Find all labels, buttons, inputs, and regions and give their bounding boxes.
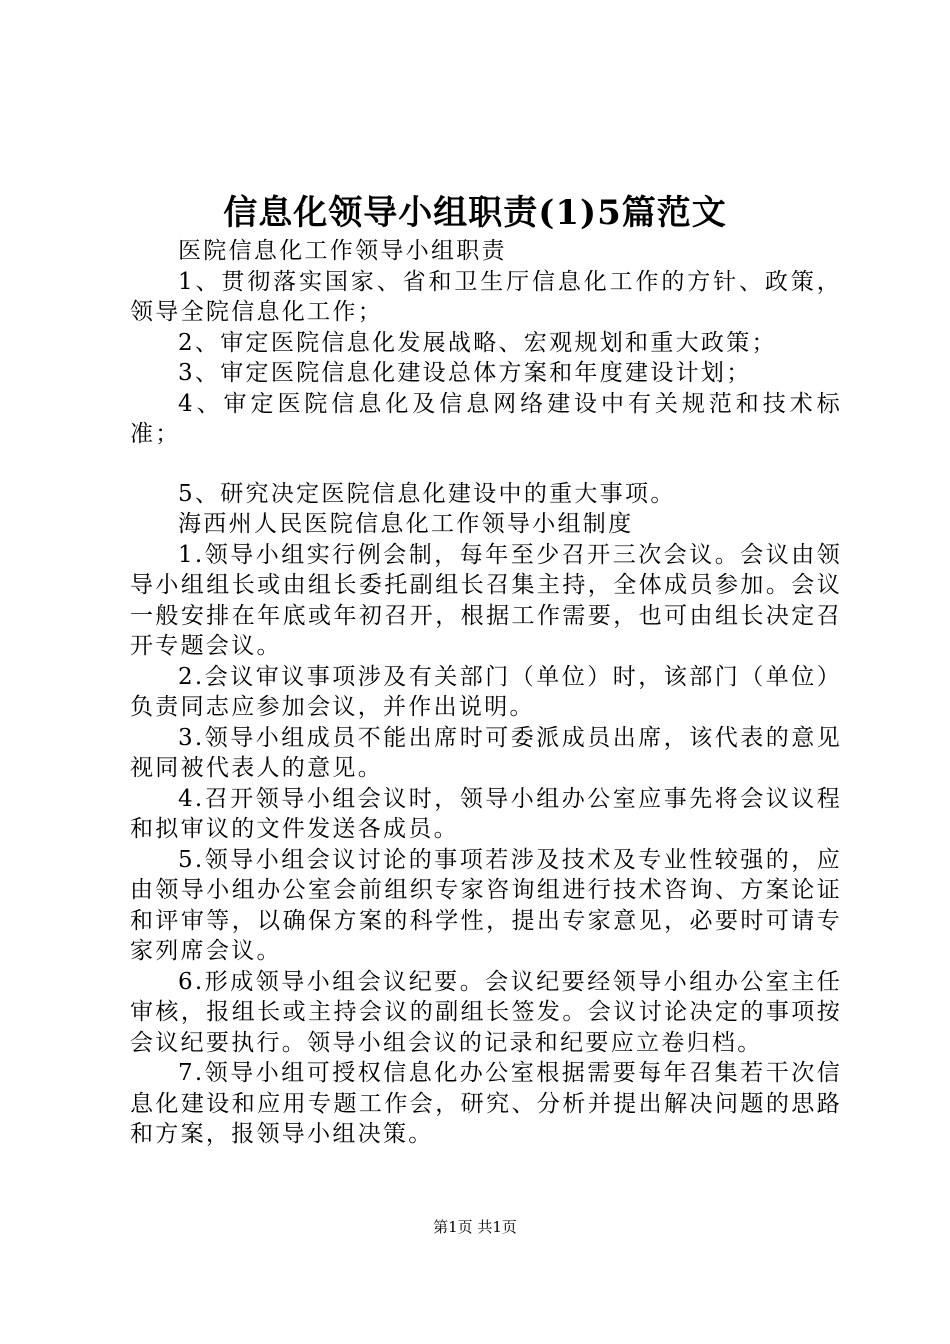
rule-item-3: 3.领导小组成员不能出席时可委派成员出席，该代表的意见视同被代表人的意见。 (130, 724, 842, 781)
duty-item-4: 4、审定医院信息化及信息网络建设中有关规范和技术标准； (130, 390, 842, 447)
duty-item-2: 2、审定医院信息化发展战略、宏观规划和重大政策； (178, 329, 777, 356)
rule-item-5: 5.领导小组会议讨论的事项若涉及技术及专业性较强的，应由领导小组办公室会前组织专家咨询组进行技术咨询、方案论证和评审等，以确保方案的科学性，提出专家意见，必要时可请专家列席会议。 (130, 846, 842, 964)
rule-item-7: 7.领导小组可授权信息化办公室根据需要每年召集若干次信息化建设和应用专题工作会，研究、分析并提出解决问题的思路和方案，报领导小组决策。 (130, 1060, 842, 1147)
rule-item-6: 6.形成领导小组会议纪要。会议纪要经领导小组办公室主任审核，报组长或主持会议的副组长签发。会议讨论决定的事项按会议纪要执行。领导小组会议的记录和纪要应立卷归档。 (130, 968, 842, 1056)
section-heading-rules: 海西州人民医院信息化工作领导小组制度 (178, 511, 634, 537)
duty-item-1: 1、贯彻落实国家、省和卫生厅信息化工作的方针、政策，领导全院信息化工作； (130, 268, 842, 325)
rule-item-4: 4.召开领导小组会议时，领导小组办公室应事先将会议议程和拟审议的文件发送各成员。 (130, 785, 842, 842)
rule-item-2: 2.会议审议事项涉及有关部门（单位）时，该部门（单位）负责同志应参加会议，并作出说明。 (130, 663, 842, 720)
duty-item-5: 5、研究决定医院信息化建设中的重大事项。 (178, 480, 676, 507)
document-body (130, 236, 842, 1150)
section-heading-duties: 医院信息化工作领导小组职责 (178, 238, 507, 264)
duty-item-3: 3、审定医院信息化建设总体方案和年度建设计划； (178, 360, 752, 386)
rule-item-1: 1.领导小组实行例会制，每年至少召开三次会议。会议由领导小组组长或由组长委托副组长召集主持，全体成员参加。会议一般安排在年底或年初召开，根据工作需要，也可由组长决定召开专题会议。 (130, 541, 842, 659)
document-title: 信息化领导小组职责(1)5篇范文 (223, 193, 727, 233)
page-number-footer: 第1页 共1页 (433, 1218, 517, 1236)
